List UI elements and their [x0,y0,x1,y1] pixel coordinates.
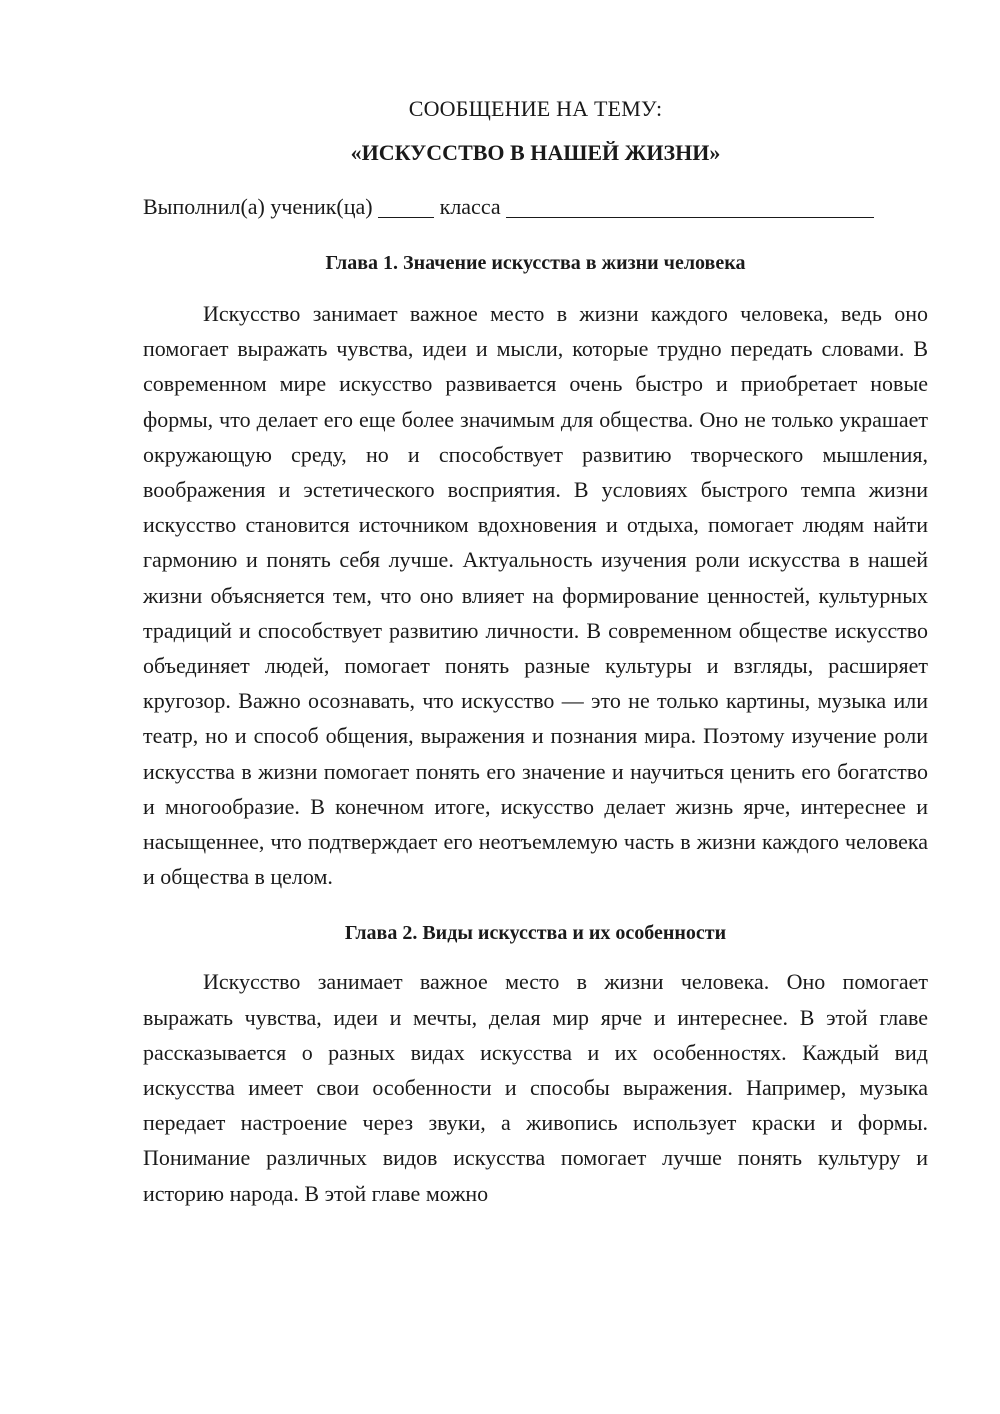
chapter-1-text: Искусство занимает важное место в жизни каждого человека, ведь оно помогает выражать чувства, идеи и мысли, которые трудно передать словами. В современном мире искусство развивается очень быстро и приобретает новые формы, что делает его еще более значимым для общества. Оно не только украшает окружающую среду, но и способствует развитию творческого мышления, воображения и эстетического восприятия. В условиях быстрого темпа жизни искусство становится источником вдохновения и отдыха, помогает людям найти гармонию и понять себя лучше. Актуальность изучения роли искусства в нашей жизни объясняется тем, что оно влияет на формирование ценностей, культурных традиций и способствует развитию личности. В современном обществе искусство объединяет людей, помогает понять разные культуры и взгляды, расширяет кругозор. Важно осознавать, что искусство — это не только картины, музыка или театр, но и способ общения, выражения и познания мира. Поэтому изучение роли искусства в жизни помогает понять его значение и научиться ценить его богатство и многообразие. В конечном итоге, искусство делает жизнь ярче, интереснее и насыщеннее, что подтверждает его неотъемлемую часть в жизни каждого человека и общества в целом. [143,301,928,890]
document-heading-line1: СООБЩЕНИЕ НА ТЕМУ: [408,96,663,121]
document-title: «ИСКУССТВО В НАШЕЙ ЖИЗНИ» [350,140,721,165]
document-page [143,92,928,1211]
author-line [143,190,928,224]
class-label: класса [439,194,501,219]
author-label: Выполнил(а) ученик(ца) [143,194,373,219]
chapter-2-text: Искусство занимает важное место в жизни человека. Оно помогает выражать чувства, идеи и мечты, делая мир ярче и интереснее. В этой главе рассказывается о разных видах искусства и их особенностях. Каждый вид искусства имеет свои особенности и способы выражения. Например, музыка передает настроение через звуки, а живопись использует краски и формы. Понимание различных видов искусства помогает лучше понять культуру и историю народа. В этой главе можно [143,969,928,1206]
chapter-1-title: Глава 1. Значение искусства в жизни человека [325,252,746,274]
chapter-2-title: Глава 2. Виды искусства и их особенности [344,922,727,945]
name-blank [506,193,874,218]
grade-blank [378,193,434,218]
